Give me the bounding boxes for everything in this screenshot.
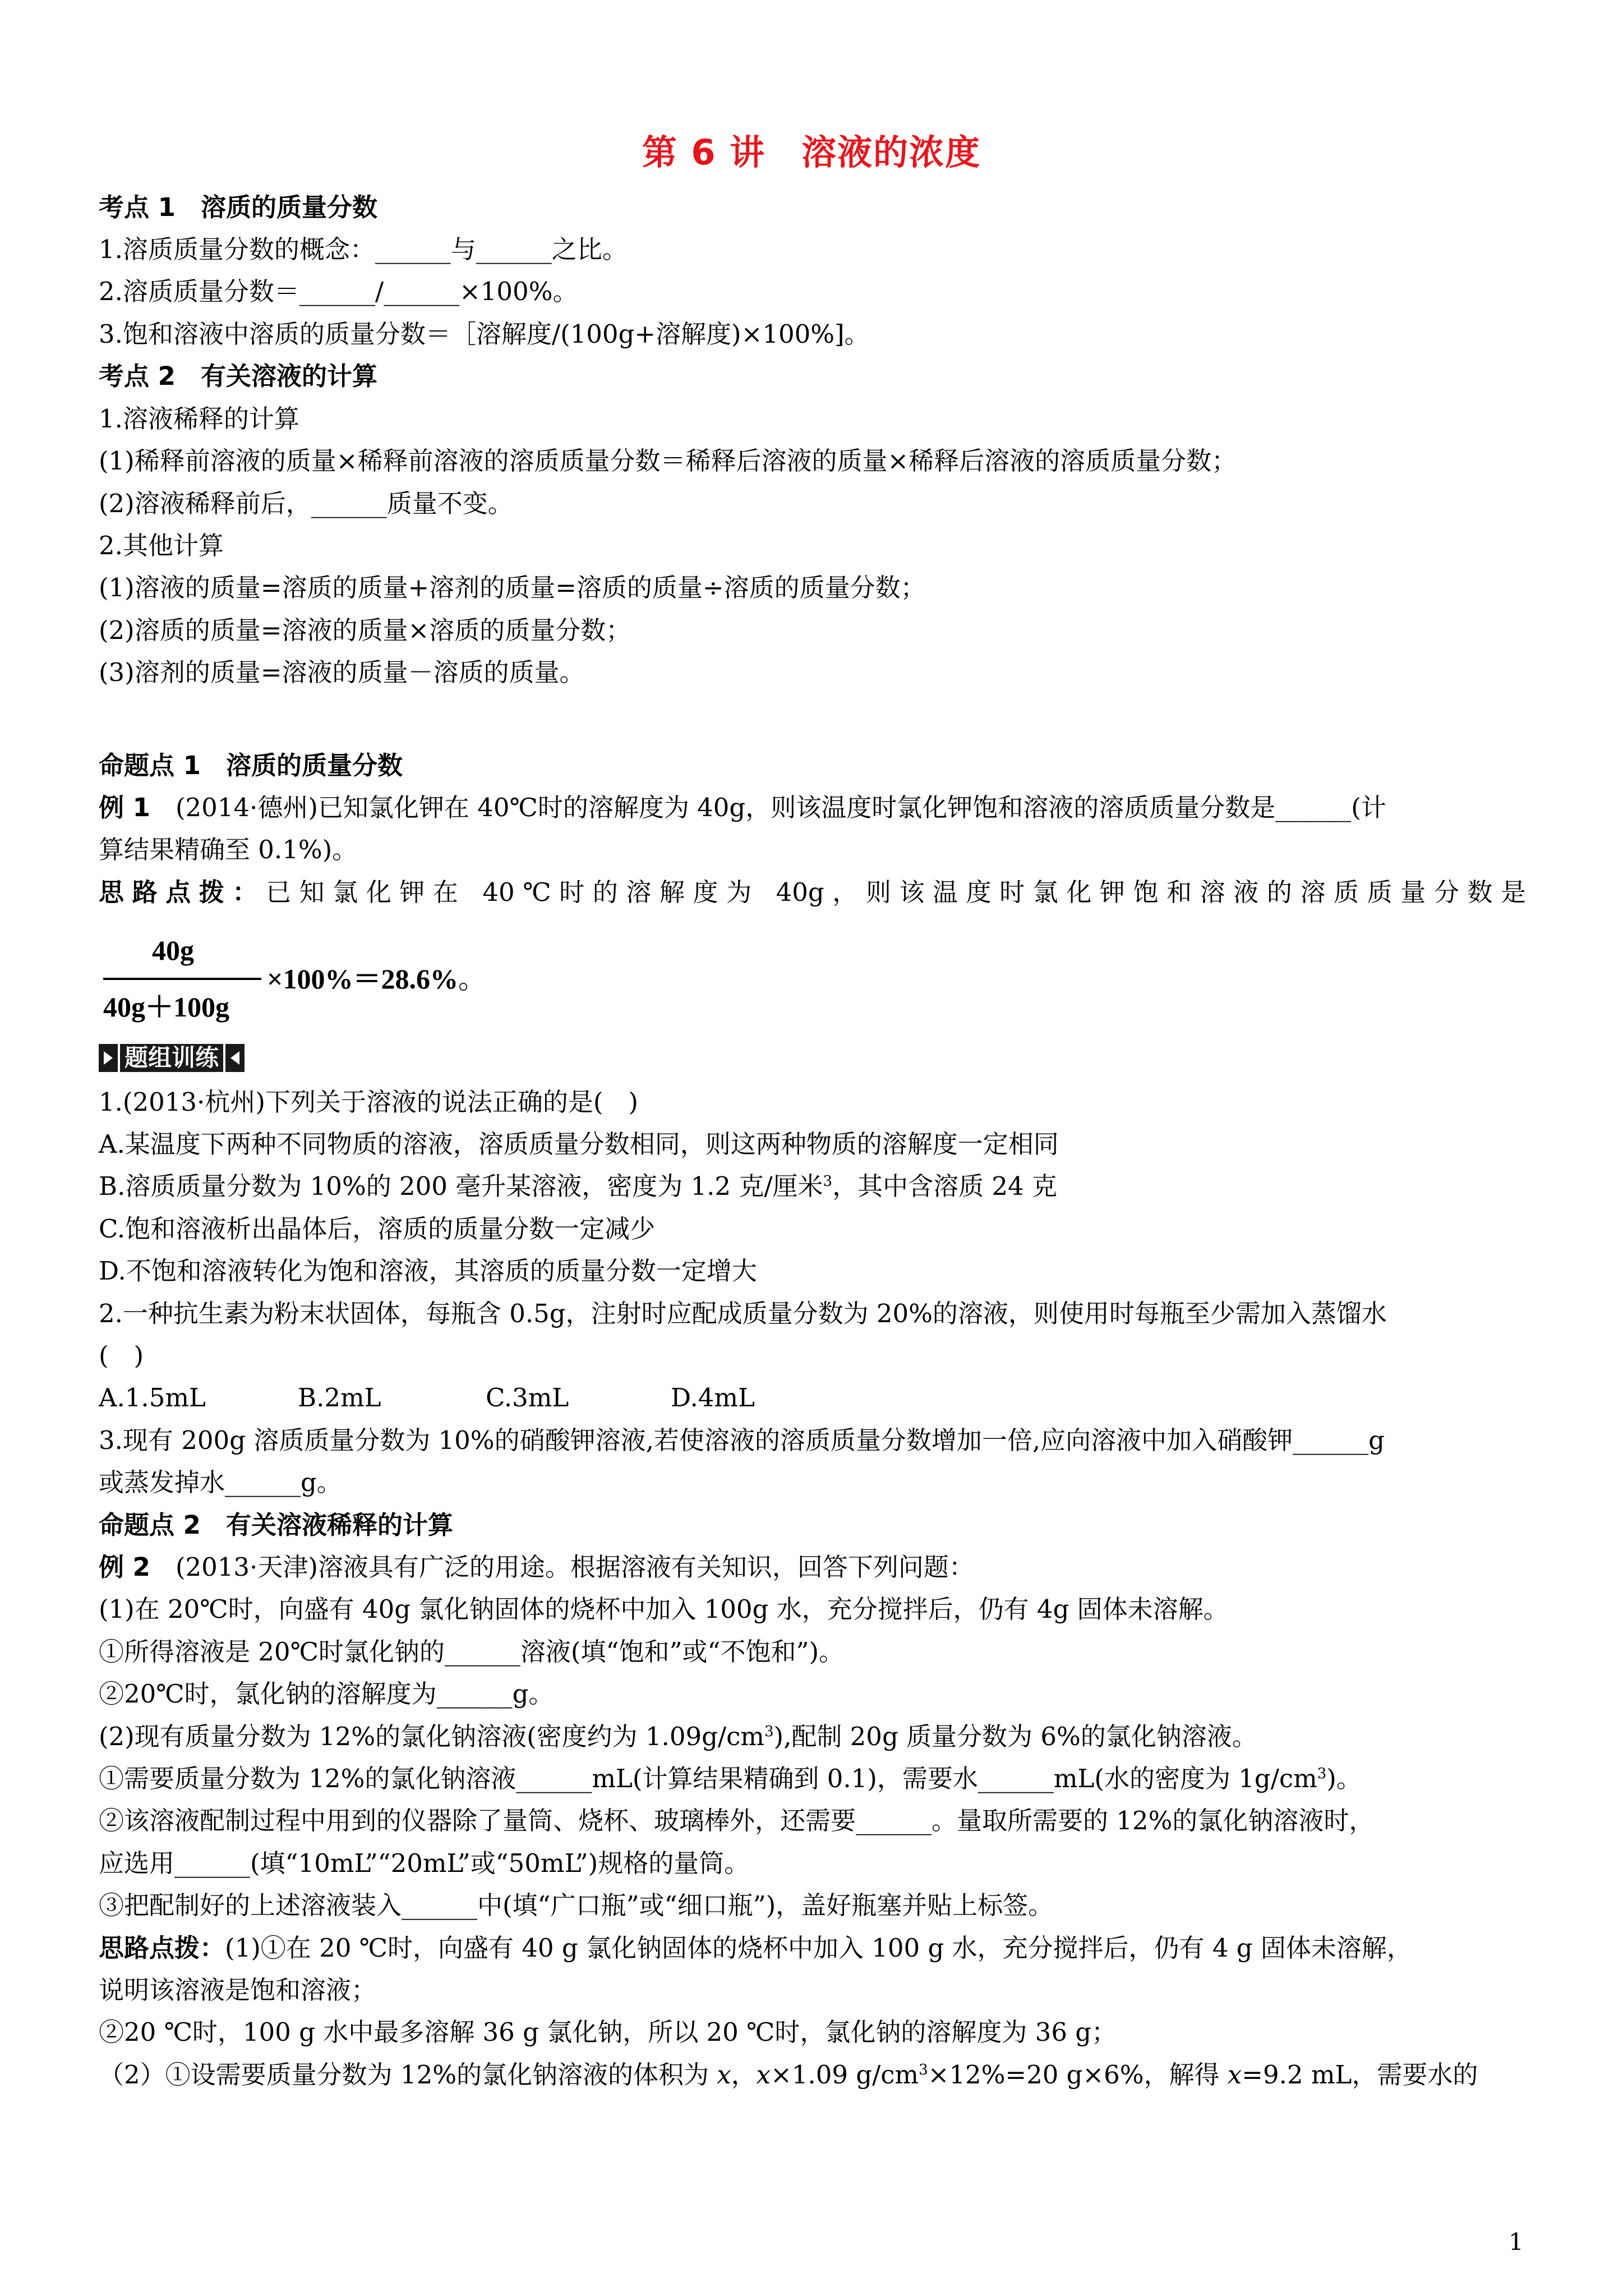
example-text: (2014·德州)已知氯化钾在 40℃时的溶解度为 40g，则该温度时氯化钾饱和溶液的溶质质量分数是______(计 (150, 793, 1386, 822)
question-3: 3.现有 200g 溶质质量分数为 10%的硝酸钾溶液,若使溶液的溶质质量分数增加一倍,应向溶液中加入硝酸钾______g (99, 1425, 1385, 1455)
text-line: 1.溶液稀释的计算 (99, 404, 299, 434)
hint-label: 思路点拨： (99, 1933, 225, 1963)
hint-text: (1)①在 20 ℃时，向盛有 40 g 氯化钠固体的烧杯中加入 100 g 水，充分搅拌后，仍有 4 g 固体未溶解， (225, 1933, 1412, 1963)
triangle-left-icon (225, 1044, 245, 1072)
group-training-tag (99, 1042, 245, 1074)
text-line (99, 1720, 1257, 1754)
example-label: 例 1 (99, 793, 150, 822)
option-d: D.不饱和溶液转化为饱和溶液，其溶质的质量分数一定增大 (99, 1256, 757, 1286)
section-heading-1: 考点 1 溶质的质量分数 (99, 192, 377, 222)
text-part: (2)现有质量分数为 12%的氯化钠溶液(密度约为 1.09g/cm (99, 1722, 764, 1751)
triangle-right-icon (99, 1044, 118, 1072)
option-b-text: B.溶质质量分数为 10%的 200 毫升某溶液，密度为 1.2 克/厘米 (99, 1171, 823, 1201)
option-d: D.4mL (671, 1383, 755, 1412)
fraction-result (267, 956, 486, 997)
text-line: 3.饱和溶液中溶质的质量分数＝［溶解度/(100g+溶解度)×100%]。 (99, 319, 870, 349)
example-2-line (99, 1550, 974, 1584)
text-part: ， (731, 2060, 757, 2090)
hint-line (99, 1931, 1412, 1965)
text-line: 说明该溶液是饱和溶液； (99, 1975, 377, 2005)
option-b-text-end: ，其中含溶质 24 克 (832, 1171, 1057, 1201)
fraction-result-value: ×100%＝28.6% (267, 963, 458, 995)
topic-heading-2: 命题点 2 有关溶液稀释的计算 (99, 1510, 453, 1540)
text-line: (1)溶液的质量=溶质的质量+溶剂的质量=溶质的质量÷溶质的质量分数； (99, 573, 926, 602)
question-1: 1.(2013·杭州)下列关于溶液的说法正确的是( ) (99, 1087, 638, 1117)
option-b: B.2mL (298, 1383, 381, 1412)
text-line: 2.其他计算 (99, 531, 224, 560)
text-line: ②20 ℃时，100 g 水中最多溶解 36 g 氯化钠，所以 20 ℃时，氯化钠的溶解度为 36 g； (99, 2017, 1117, 2047)
superscript: 3 (919, 2062, 928, 2078)
hint-text: 已知氯化钾在 40℃时的溶解度为 40g，则该温度时氯化钾饱和溶液的溶质质量分数是 (265, 877, 1526, 907)
topic-heading-1: 命题点 1 溶质的质量分数 (99, 751, 403, 780)
text-line: (2)溶液稀释前后，______质量不变。 (99, 489, 513, 518)
question-2-bracket: ( ) (99, 1341, 144, 1370)
text-line: ③把配制好的上述溶液装入______中(填“广口瓶”或“细口瓶”)，盖好瓶塞并贴上标签。 (99, 1890, 1054, 1920)
variable-x: x (1227, 2060, 1242, 2090)
option-c: C.3mL (486, 1383, 569, 1412)
text-line: ②20℃时，氯化钠的溶解度为______g。 (99, 1679, 554, 1709)
option-c: C.饱和溶液析出晶体后，溶质的质量分数一定减少 (99, 1214, 656, 1244)
section-heading-2: 考点 2 有关溶液的计算 (99, 361, 377, 391)
text-part: )。 (1326, 1764, 1362, 1793)
page-title: 第 6 讲 溶液的浓度 (642, 132, 981, 173)
question-2: 2.一种抗生素为粉末状固体，每瓶含 0.5g，注射时应配成质量分数为 20%的溶液，则使用时每瓶至少需加入蒸馏水 (99, 1299, 1387, 1328)
text-line: 2.溶质质量分数＝______/______×100%。 (99, 277, 578, 306)
option-b (99, 1170, 1057, 1203)
fraction-bar (103, 978, 261, 980)
text-line: (2)溶质的质量=溶液的质量×溶质的质量分数； (99, 615, 631, 645)
text-part: ×12%=20 g×6%，解得 (928, 2060, 1228, 2090)
fraction-numerator: 40g (152, 935, 194, 966)
text-part: （2）①设需要质量分数为 12%的氯化钠溶液的体积为 (99, 2060, 717, 2090)
option-a: A.1.5mL (99, 1383, 206, 1412)
text-part: =9.2 mL，需要水的 (1242, 2060, 1478, 2090)
example-1-line (99, 791, 1386, 825)
text-line: (3)溶剂的质量=溶液的质量－溶质的质量。 (99, 657, 585, 687)
group-training-label: 题组训练 (120, 1044, 223, 1072)
text-line (99, 1762, 1362, 1796)
fraction-period: 。 (458, 963, 486, 995)
example-text: (2013·天津)溶液具有广泛的用途。根据溶液有关知识，回答下列问题： (150, 1552, 974, 1582)
text-line: 应选用______(填“10mL”“20mL”或“50mL”)规格的量筒。 (99, 1848, 750, 1878)
variable-x: x (756, 2060, 771, 2090)
text-line: (1)在 20℃时，向盛有 40g 氯化钠固体的烧杯中加入 100g 水，充分搅拌后，仍有 4g 固体未溶解。 (99, 1594, 1229, 1624)
question-3-cont: 或蒸发掉水______g。 (99, 1467, 342, 1497)
text-line: 算结果精确至 0.1%)。 (99, 835, 358, 864)
text-line (99, 2058, 1478, 2092)
text-part: ①需要质量分数为 12%的氯化钠溶液______mL(计算结果精确到 0.1)，需要水______mL(水的密度为 1g/cm (99, 1764, 1317, 1793)
text-line: ②该溶液配制过程中用到的仪器除了量筒、烧杯、玻璃棒外，还需要______。量取所需要的 12%的氯化钠溶液时， (99, 1806, 1375, 1835)
text-part: ×1.09 g/cm (771, 2060, 919, 2090)
superscript: 3 (1317, 1765, 1327, 1782)
fraction-denominator: 40g＋100g (103, 991, 229, 1023)
variable-x: x (717, 2060, 731, 2090)
text-line: ①所得溶液是 20℃时氯化钠的______溶液(填“饱和”或“不饱和”)。 (99, 1637, 845, 1667)
text-part: ),配制 20g 质量分数为 6%的氯化钠溶液。 (773, 1722, 1257, 1751)
superscript: 3 (764, 1723, 774, 1740)
hint-line (99, 876, 1526, 909)
option-a: A.某温度下两种不同物质的溶液，溶质质量分数相同，则这两种物质的溶解度一定相同 (99, 1129, 1059, 1159)
page-number: 1 (1509, 2228, 1524, 2256)
text-line: (1)稀释前溶液的质量×稀释前溶液的溶质质量分数＝稀释后溶液的质量×稀释后溶液的溶质质量分数； (99, 446, 1237, 476)
example-label: 例 2 (99, 1552, 150, 1582)
superscript: 3 (823, 1173, 833, 1190)
text-line: 1.溶质质量分数的概念：______与______之比。 (99, 234, 628, 264)
hint-label: 思路点拨： (99, 877, 266, 907)
